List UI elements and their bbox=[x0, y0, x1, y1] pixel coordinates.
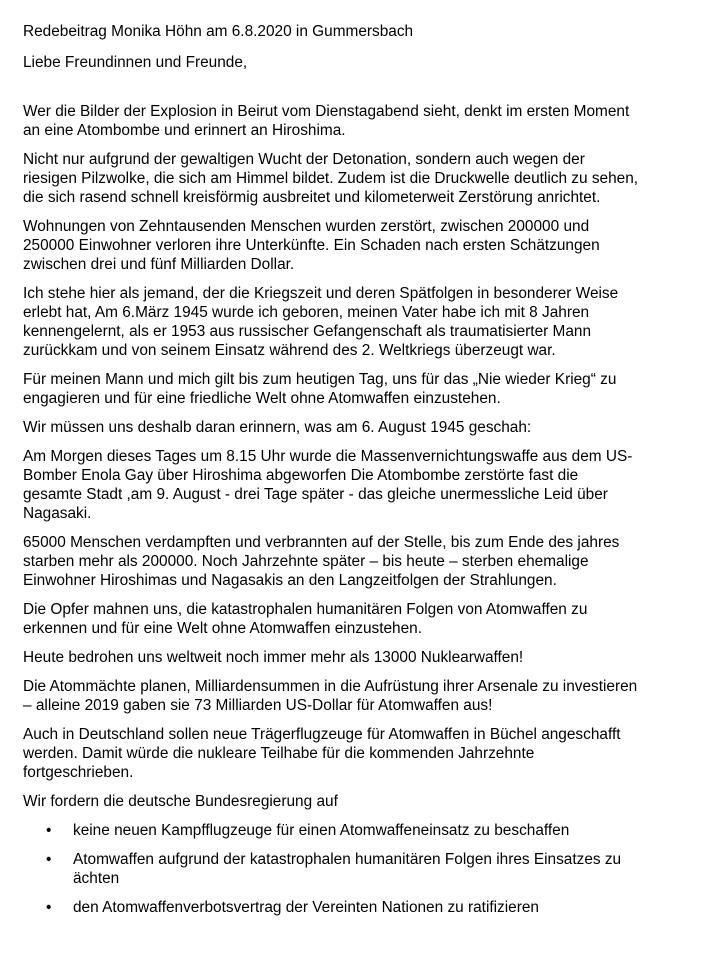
paragraph-line: – alleine 2019 gaben sie 73 Milliarden US-Dollar für Atomwaffen aus! bbox=[23, 697, 493, 714]
paragraph-line: Nagasaki. bbox=[23, 505, 92, 522]
document-title: Redebeitrag Monika Höhn am 6.8.2020 in Gummersbach bbox=[23, 23, 414, 40]
body-paragraph bbox=[23, 284, 695, 360]
paragraph-line: Nicht nur aufgrund der gewaltigen Wucht der Detonation, sondern auch wegen der bbox=[23, 151, 585, 168]
paragraph-line: zwischen drei und fünf Milliarden Dollar. bbox=[23, 256, 295, 273]
bullet-icon: • bbox=[46, 822, 52, 839]
list-item bbox=[23, 850, 695, 888]
paragraph-line: fortgeschrieben. bbox=[23, 764, 134, 781]
paragraph-line: werden. Damit würde die nukleare Teilhabe für die kommenden Jahrzehnte bbox=[23, 745, 535, 762]
paragraph-line: Die Atommächte planen, Milliardensummen in die Aufrüstung ihrer Arsenale zu investieren bbox=[23, 678, 638, 695]
paragraph-line: die sich rasend schnell kreisförmig ausbreitet und kilometerweit Zerstörung anrichtet. bbox=[23, 189, 601, 206]
paragraph-line: 65000 Menschen verdampften und verbrannten auf der Stelle, bis zum Ende des jahres bbox=[23, 534, 620, 551]
bullet-icon: • bbox=[46, 899, 52, 916]
paragraph-line: gesamte Stadt ,am 9. August - drei Tage später - das gleiche unermessliche Leid über bbox=[23, 486, 608, 503]
list-item-line: Atomwaffen aufgrund der katastrophalen humanitären Folgen ihres Einsatzes zu bbox=[73, 851, 622, 868]
paragraph-line: 250000 Einwohner verloren ihre Unterkünfte. Ein Schaden nach ersten Schätzungen bbox=[23, 237, 600, 254]
paragraph-line: riesigen Pilzwolke, die sich am Himmel bildet. Zudem ist die Druckwelle deutlich zu sehen, bbox=[23, 170, 639, 187]
paragraph-line: Heute bedrohen uns weltweit noch immer mehr als 13000 Nuklearwaffen! bbox=[23, 649, 524, 666]
list-item-line: den Atomwaffenverbotsvertrag der Vereinten Nationen zu ratifizieren bbox=[73, 899, 539, 916]
paragraph-line: kennengelernt, als er 1953 aus russischer Gefangenschaft als traumatisierter Mann bbox=[23, 323, 592, 340]
paragraph-line: erkennen und für eine Welt ohne Atomwaffen einzustehen. bbox=[23, 620, 423, 637]
body-paragraph bbox=[23, 418, 695, 437]
paragraph-line: Einwohner Hiroshimas und Nagasakis an den Langzeitfolgen der Strahlungen. bbox=[23, 572, 557, 589]
paragraph-line: Ich stehe hier als jemand, der die Kriegszeit und deren Spätfolgen in besonderer Weise bbox=[23, 285, 619, 302]
body-paragraph bbox=[23, 648, 695, 667]
paragraph-line: Wir müssen uns deshalb daran erinnern, was am 6. August 1945 geschah: bbox=[23, 419, 532, 436]
body-paragraph bbox=[23, 792, 695, 811]
document-page bbox=[23, 22, 695, 927]
paragraph-line: Für meinen Mann und mich gilt bis zum heutigen Tag, uns für das „Nie wieder Krieg“ zu bbox=[23, 371, 617, 388]
paragraph-line: erlebt hat, Am 6.März 1945 wurde ich geboren, meinen Vater habe ich mit 8 Jahren bbox=[23, 304, 590, 321]
body-paragraph bbox=[23, 725, 695, 782]
paragraph-line: engagieren und für eine friedliche Welt ohne Atomwaffen einzustehen. bbox=[23, 390, 501, 407]
list-item-line: ächten bbox=[73, 870, 120, 887]
body-paragraph bbox=[23, 217, 695, 274]
bullet-icon: • bbox=[46, 851, 52, 868]
body-paragraph bbox=[23, 677, 695, 715]
list-item bbox=[23, 898, 695, 917]
paragraph-line: Auch in Deutschland sollen neue Trägerflugzeuge für Atomwaffen in Büchel angeschafft bbox=[23, 726, 621, 743]
paragraph-list bbox=[23, 102, 695, 811]
body-paragraph bbox=[23, 447, 695, 523]
body-paragraph bbox=[23, 600, 695, 638]
body-paragraph bbox=[23, 102, 695, 140]
paragraph-line: zurückkam und von seinem Einsatz während des 2. Weltkriegs überzeugt war. bbox=[23, 342, 556, 359]
paragraph-line: Wir fordern die deutsche Bundesregierung auf bbox=[23, 793, 338, 810]
paragraph-line: starben mehr als 200000. Noch Jahrzehnte später – bis heute – sterben ehemalige bbox=[23, 553, 589, 570]
list-item bbox=[23, 821, 695, 840]
body-paragraph bbox=[23, 533, 695, 590]
paragraph-line: Wohnungen von Zehntausenden Menschen wurden zerstört, zwischen 200000 und bbox=[23, 218, 590, 235]
body-paragraph bbox=[23, 150, 695, 207]
paragraph-line: an eine Atombombe und erinnert an Hiroshima. bbox=[23, 122, 346, 139]
paragraph-line: Bomber Enola Gay über Hiroshima abgeworfen Die Atombombe zerstörte fast die bbox=[23, 467, 579, 484]
paragraph-line: Die Opfer mahnen uns, die katastrophalen humanitären Folgen von Atomwaffen zu bbox=[23, 601, 588, 618]
paragraph-line: Wer die Bilder der Explosion in Beirut vom Dienstagabend sieht, denkt im ersten Moment bbox=[23, 103, 630, 120]
greeting: Liebe Freundinnen und Freunde, bbox=[23, 54, 248, 71]
paragraph-line: Am Morgen dieses Tages um 8.15 Uhr wurde die Massenvernichtungswaffe aus dem US- bbox=[23, 448, 633, 465]
body-paragraph bbox=[23, 370, 695, 408]
list-item-line: keine neuen Kampfflugzeuge für einen Atomwaffeneinsatz zu beschaffen bbox=[73, 822, 570, 839]
demand-list bbox=[23, 821, 695, 917]
